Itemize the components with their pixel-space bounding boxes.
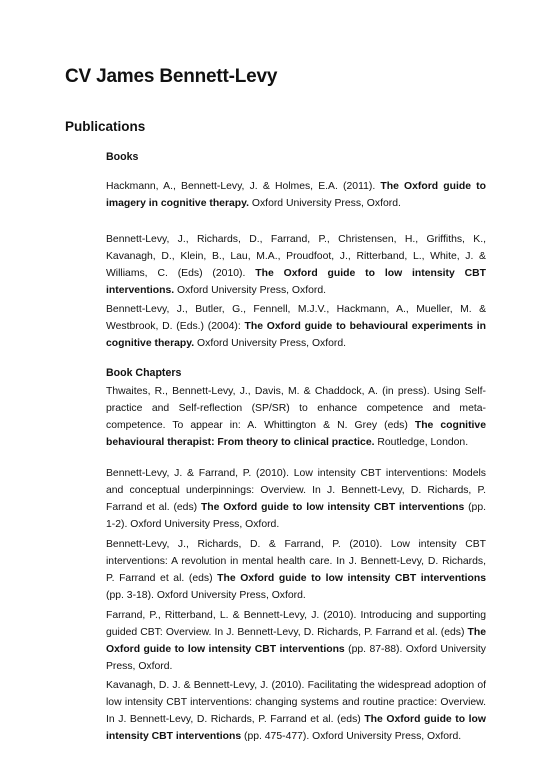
chapter-entry-4 (106, 607, 486, 675)
chapters-section (106, 365, 486, 382)
chapter-entry-1-title: The cognitive behavioural therapist: From theory to clinical practice. (106, 420, 486, 448)
chapter-entry-1-authors: Thwaites, R., Bennett-Levy, J., Davis, M. & Chaddock, A. (in press). Using Self-practice and Self-reflection (SP/SR) to enhance competence and meta-competence. To appear in: A. Whittington & N. Grey (eds) (106, 386, 486, 431)
chapter-entry-4-title: The Oxford guide to low intensity CBT interventions (106, 627, 486, 655)
chapter-entry-2 (106, 465, 486, 533)
chapter-entry-3 (106, 536, 486, 604)
chapter-entry-3-title: The Oxford guide to low intensity CBT interventions (217, 573, 487, 584)
books-heading: Books (106, 151, 139, 163)
chapter-entry-1 (106, 383, 486, 451)
chapters-heading: Book Chapters (106, 367, 182, 379)
book-entry-2-title: The Oxford guide to low intensity CBT interventions. (106, 268, 487, 296)
chapter-entry-4-publisher: (pp. 87-88). Oxford University Press, Oxford. (106, 644, 487, 672)
chapter-entry-2-title: The Oxford guide to low intensity CBT interventions (200, 502, 465, 513)
book-entry-2 (106, 231, 486, 299)
books-section (106, 149, 486, 166)
chapter-entry-1-publisher: Routledge, London. (374, 437, 469, 448)
chapter-entry-3-publisher: (pp. 3-18). Oxford University Press, Oxford. (106, 590, 306, 601)
book-entry-1 (106, 178, 486, 212)
book-entry-3-authors: Bennett-Levy, J., Butler, G., Fennell, M.J.V., Hackmann, A., Mueller, M. & Westbrook, D. (Eds.) (2004): (106, 304, 486, 332)
chapter-entry-5 (106, 677, 486, 745)
chapter-entry-3-authors: Bennett-Levy, J., Richards, D. & Farrand, P. (2010). Low intensity CBT interventions: A revolution in mental health care. In J. Bennett-Levy, D. Richards, P. Farrand et al. (eds) (106, 539, 486, 584)
book-entry-3-title: The Oxford guide to behavioural experiments in cognitive therapy. (106, 321, 486, 349)
book-entry-3 (106, 301, 486, 352)
book-entry-1-title: The Oxford guide to imagery in cognitive therapy. (106, 181, 486, 209)
book-entry-2-authors: Bennett-Levy, J., Richards, D., Farrand, P., Christensen, H., Griffiths, K., Kavanagh, D., Klein, B., Lau, M.A., Proudfoot, J., Ritterband, L., White, J. & Williams, C. (Eds) (2010). (106, 234, 486, 279)
chapter-entry-5-title: The Oxford guide to low intensity CBT interventions (106, 714, 486, 742)
chapter-entry-5-authors: Kavanagh, D. J. & Bennett-Levy, J. (2010). Facilitating the widespread adoption of low intensity CBT interventions: changing systems and routine practice: Overview. In J. Bennett-Levy, D. Richards, P. Farrand et al. (eds) (106, 680, 486, 725)
book-entry-3-publisher: Oxford University Press, Oxford. (194, 338, 347, 349)
book-entry-1-publisher: Oxford University Press, Oxford. (249, 198, 401, 209)
document-title: CV James Bennett-Levy (65, 66, 278, 87)
chapter-entry-4-authors: Farrand, P., Ritterband, L. & Bennett-Levy, J. (2010). Introducing and supporting guided CBT: Overview. In J. Bennett-Levy, D. Richards, P. Farrand et al. (eds) (106, 610, 486, 638)
chapter-entry-2-authors: Bennett-Levy, J. & Farrand, P. (2010). Low intensity CBT interventions: Models and conceptual underpinnings: Overview. In J. Bennett-Levy, D. Richards, P. Farrand et al. (eds) (106, 468, 486, 513)
book-entry-1-authors: Hackmann, A., Bennett-Levy, J. & Holmes, E.A. (2011). (106, 181, 381, 192)
chapter-entry-5-publisher: (pp. 475-477). Oxford University Press, Oxford. (241, 731, 462, 742)
book-entry-2-publisher: Oxford University Press, Oxford. (174, 285, 326, 296)
chapter-entry-2-publisher: (pp. 1-2). Oxford University Press, Oxford. (106, 502, 486, 530)
section-title-publications: Publications (65, 119, 146, 134)
